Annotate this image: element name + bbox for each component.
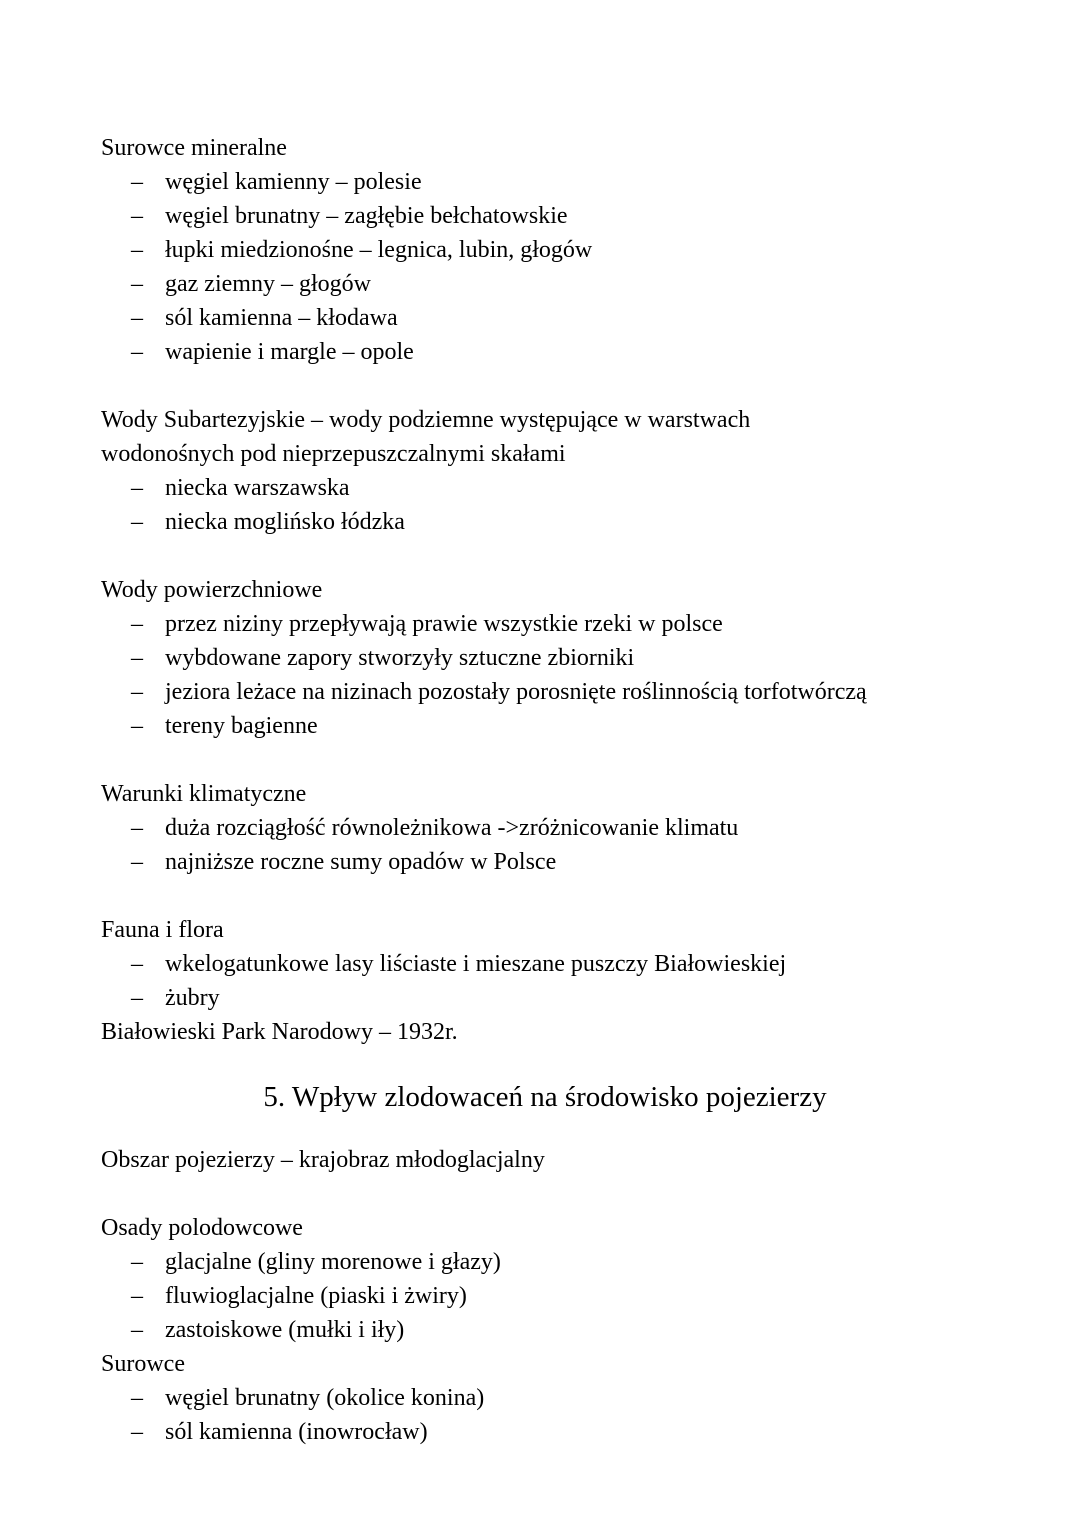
list-item [101, 811, 991, 845]
dash-bullet-icon: – [131, 951, 143, 977]
list-item-label: gaz ziemny – głogów [165, 271, 371, 297]
heading-wody-subartezyjskie-line-2: wodonośnych pod nieprzepuszczalnymi skałami [101, 441, 566, 467]
list-item-label: wybdowane zapory stworzyły sztuczne zbiorniki [165, 645, 635, 671]
list-item-label: jeziora leżace na nizinach pozostały porosnięte roślinnością torfotwórczą [165, 679, 867, 705]
paragraph-spacer [101, 1177, 991, 1211]
dash-bullet-icon: – [131, 203, 143, 229]
list-item [101, 1381, 991, 1415]
list-item [101, 233, 991, 267]
list-item-label: najniższe roczne sumy opadów w Polsce [165, 849, 557, 875]
dash-bullet-icon: – [131, 237, 143, 263]
dash-bullet-icon: – [131, 509, 143, 535]
list-item-label: łupki miedzionośne – legnica, lubin, głogów [165, 237, 593, 263]
list-item-label: przez niziny przepływają prawie wszystkie rzeki w polsce [165, 611, 723, 637]
dash-bullet-icon: – [131, 475, 143, 501]
list-item-label: węgiel kamienny – polesie [165, 169, 422, 195]
dash-bullet-icon: – [131, 169, 143, 195]
list-item-label: sól kamienna – kłodawa [165, 305, 398, 331]
dash-bullet-icon: – [131, 713, 143, 739]
list-item-label: tereny bagienne [165, 713, 318, 739]
list-item-label: duża rozciągłość równoleżnikowa ->zróżnicowanie klimatu [165, 815, 739, 841]
dash-bullet-icon: – [131, 645, 143, 671]
heading-wody-powierzchniowe: Wody powierzchniowe [101, 577, 323, 603]
list-item [101, 845, 991, 879]
list-item [101, 1415, 991, 1449]
list-item-label: niecka moglińsko łódzka [165, 509, 405, 535]
list-item-label: żubry [165, 985, 220, 1011]
heading-surowce-mineralne: Surowce mineralne [101, 135, 287, 161]
dash-bullet-icon: – [131, 679, 143, 705]
paragraph-spacer [101, 539, 991, 573]
dash-bullet-icon: – [131, 611, 143, 637]
list-item [101, 335, 991, 369]
heading-fauna-i-flora: Fauna i flora [101, 917, 224, 943]
list-warunki-klimatyczne [101, 811, 991, 879]
heading-wody-subartezyjskie-line-1: Wody Subartezyjskie – wody podziemne występujące w warstwach [101, 407, 751, 433]
list-item [101, 709, 991, 743]
dash-bullet-icon: – [131, 985, 143, 1011]
paragraph-spacer [101, 369, 991, 403]
page-title: 5. Wpływ zlodowaceń na środowisko pojezierzy [263, 1081, 827, 1113]
list-item [101, 1279, 991, 1313]
list-surowce [101, 1381, 991, 1449]
list-item-label: wapienie i margle – opole [165, 339, 414, 365]
definition-obszar-pojezierzy: Obszar pojezierzy – krajobraz młodoglacjalny [101, 1147, 545, 1173]
list-item-label: glacjalne (gliny morenowe i głazy) [165, 1249, 501, 1275]
list-item-label: węgiel brunatny (okolice konina) [165, 1385, 485, 1411]
dash-bullet-icon: – [131, 1317, 143, 1343]
heading-spacer-top [101, 1049, 991, 1077]
list-item-label: sól kamienna (inowrocław) [165, 1419, 428, 1445]
heading-surowce: Surowce [101, 1351, 185, 1377]
list-wody-subartezyjskie [101, 471, 991, 539]
dash-bullet-icon: – [131, 305, 143, 331]
dash-bullet-icon: – [131, 1283, 143, 1309]
list-item-label: wkelogatunkowe lasy liściaste i mieszane puszczy Białowieskiej [165, 951, 787, 977]
list-item [101, 267, 991, 301]
list-item [101, 607, 991, 641]
list-fauna-i-flora [101, 947, 991, 1015]
list-item-label: węgiel brunatny – zagłębie bełchatowskie [165, 203, 568, 229]
dash-bullet-icon: – [131, 1249, 143, 1275]
list-item [101, 505, 991, 539]
list-item [101, 641, 991, 675]
list-item-label: zastoiskowe (mułki i iły) [165, 1317, 405, 1343]
dash-bullet-icon: – [131, 271, 143, 297]
list-item [101, 1313, 991, 1347]
document-body [101, 131, 991, 1449]
heading-warunki-klimatyczne: Warunki klimatyczne [101, 781, 307, 807]
dash-bullet-icon: – [131, 339, 143, 365]
paragraph-spacer [101, 743, 991, 777]
dash-bullet-icon: – [131, 849, 143, 875]
list-item [101, 471, 991, 505]
list-osady-polodowcowe [101, 1245, 991, 1347]
list-item-label: niecka warszawska [165, 475, 350, 501]
list-item [101, 675, 991, 709]
list-item [101, 947, 991, 981]
list-item [101, 199, 991, 233]
dash-bullet-icon: – [131, 1419, 143, 1445]
list-item [101, 301, 991, 335]
list-item-label: fluwioglacjalne (piaski i żwiry) [165, 1283, 467, 1309]
list-item [101, 165, 991, 199]
list-wody-powierzchniowe [101, 607, 991, 743]
heading-spacer-bottom [101, 1117, 991, 1143]
footnote-bialowieski-park-narodowy: Białowieski Park Narodowy – 1932r. [101, 1019, 458, 1045]
heading-osady-polodowcowe: Osady polodowcowe [101, 1215, 303, 1241]
dash-bullet-icon: – [131, 1385, 143, 1411]
dash-bullet-icon: – [131, 815, 143, 841]
list-item [101, 981, 991, 1015]
paragraph-spacer [101, 879, 991, 913]
list-surowce-mineralne [101, 165, 991, 369]
list-item [101, 1245, 991, 1279]
